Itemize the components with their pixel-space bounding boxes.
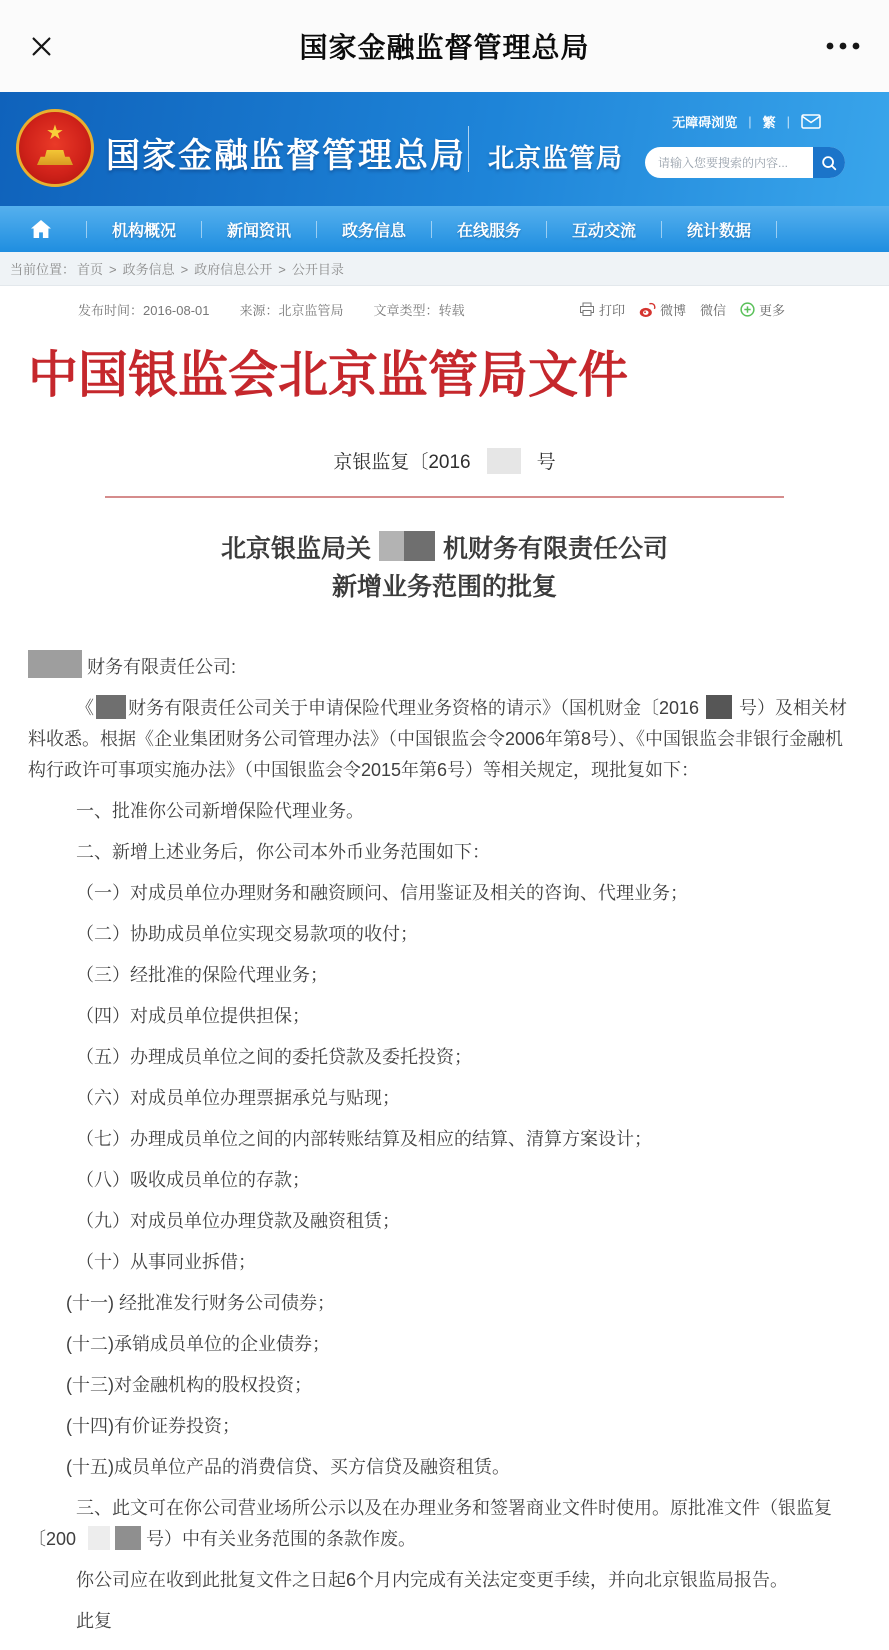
breadcrumb-link[interactable]: 政务信息 bbox=[122, 262, 175, 277]
nav-item-6[interactable]: 统计数据 bbox=[686, 222, 751, 240]
accessibility-link[interactable]: 无障碍浏览 bbox=[672, 115, 738, 130]
breadcrumb-separator: > bbox=[109, 262, 117, 277]
document-title-line1: 北京银监局关 机财务有限责任公司 bbox=[28, 530, 861, 568]
national-emblem-logo bbox=[16, 109, 94, 187]
nav-item-2[interactable]: 新闻资讯 bbox=[226, 222, 291, 240]
nav-item-1[interactable]: 机构概况 bbox=[111, 222, 176, 240]
redacted-box bbox=[487, 448, 521, 474]
mail-icon[interactable] bbox=[801, 114, 821, 129]
three-dots-glyph bbox=[825, 41, 861, 51]
traditional-chinese-link[interactable]: 繁 bbox=[762, 115, 776, 130]
more-menu-icon[interactable] bbox=[821, 41, 861, 51]
share-wechat-button[interactable]: 微信 bbox=[699, 303, 726, 318]
document-list-item: 二、新增上述业务后，你公司本外币业务范围如下： bbox=[76, 842, 490, 862]
redacted-box bbox=[115, 1526, 141, 1550]
document-list-item: （四）对成员单位提供担保； bbox=[76, 1006, 310, 1026]
breadcrumb-link[interactable]: 政府信息公开 bbox=[194, 262, 273, 277]
document-list bbox=[28, 796, 861, 1483]
close-icon[interactable] bbox=[28, 33, 68, 60]
closing-word: 此复 bbox=[76, 1611, 112, 1631]
document-body bbox=[28, 650, 861, 1637]
redacted-box bbox=[28, 650, 82, 678]
search-icon bbox=[820, 154, 838, 172]
breadcrumb-link[interactable]: 公开目录 bbox=[291, 262, 344, 277]
printer-icon bbox=[579, 302, 595, 317]
breadcrumb-link[interactable]: 首页 bbox=[77, 262, 104, 277]
link-divider: | bbox=[786, 114, 790, 129]
redacted-box bbox=[379, 531, 435, 561]
document-list-item: (十三)对金融机构的股权投资； bbox=[66, 1375, 312, 1395]
breadcrumb-separator: > bbox=[180, 262, 189, 277]
nav-item-5[interactable]: 互动交流 bbox=[571, 222, 636, 240]
search-button[interactable] bbox=[813, 147, 845, 178]
redacted-box bbox=[706, 695, 732, 719]
breadcrumb-trail bbox=[75, 259, 346, 278]
home-icon[interactable] bbox=[30, 219, 86, 239]
branch-name[interactable]: 北京监管局 bbox=[488, 143, 624, 173]
document-list-item: (十一) 经批准发行财务公司债券； bbox=[66, 1293, 335, 1313]
document-letterhead: 中国银监会北京监管局文件 bbox=[28, 347, 628, 403]
wechat-titlebar bbox=[0, 0, 889, 92]
document-list-item: （九）对成员单位办理贷款及融资租赁； bbox=[76, 1211, 400, 1231]
closing-paragraph: 你公司应在收到此批复文件之日起6个月内完成有关法定变更手续，并向北京银监局报告。 bbox=[76, 1570, 789, 1590]
intro-paragraph: 《 财务有限责任公司关于申请保险代理业务资格的请示》（国机财金〔2016 号）及相关材料收悉。根据《企业集团财务公司管理办法》（中国银监会令2006年第8号）、《中国银监会非银行金融机构行政许可事项实施办法》（中国银监会令2015年第6号）等相关规定，现批复如下： bbox=[28, 693, 861, 786]
search-bar bbox=[645, 147, 845, 178]
print-button[interactable]: 打印 bbox=[579, 300, 625, 319]
publish-time: 发布时间：2016-08-01 bbox=[78, 303, 210, 318]
document-title-line2: 新增业务范围的批复 bbox=[331, 573, 557, 601]
document-number bbox=[28, 448, 861, 478]
document-list-item: (十四)有价证券投资； bbox=[66, 1416, 240, 1436]
redacted-box bbox=[88, 1526, 110, 1550]
document-list-item: （二）协助成员单位实现交易款项的收付； bbox=[76, 924, 418, 944]
weibo-icon bbox=[639, 302, 656, 318]
document-list-item: （六）对成员单位办理票据承兑与贴现； bbox=[76, 1088, 400, 1108]
document-list-item: （五）办理成员单位之间的委托贷款及委托投资； bbox=[76, 1047, 472, 1067]
article-content bbox=[0, 300, 889, 1637]
breadcrumb-separator: > bbox=[278, 262, 286, 277]
document-list-item: （三）经批准的保险代理业务； bbox=[76, 965, 328, 985]
more-share-button[interactable]: 更多 bbox=[740, 300, 785, 319]
salutation: 财务有限责任公司: bbox=[28, 650, 861, 683]
document-list-item: (十五)成员单位产品的消费信贷、买方信贷及融资租赁。 bbox=[66, 1457, 510, 1477]
site-name[interactable]: 国家金融监督管理总局 bbox=[106, 137, 466, 175]
redacted-box bbox=[96, 695, 126, 719]
letterhead-divider bbox=[105, 496, 784, 498]
envelope-glyph bbox=[801, 114, 821, 129]
document-list-item: （八）吸收成员单位的存款； bbox=[76, 1170, 310, 1190]
document-list-item: (十二)承销成员单位的企业债券； bbox=[66, 1334, 330, 1354]
document-list-item: （一）对成员单位办理财务和融资顾问、信用鉴证及相关的咨询、代理业务； bbox=[76, 883, 688, 903]
share-weibo-button[interactable]: 微博 bbox=[639, 300, 686, 319]
item-three-paragraph: 三、此文可在你公司营业场所公示以及在办理业务和签署商业文件时使用。原批准文件（银监复〔200 号）中有关业务范围的条款作废。 bbox=[28, 1498, 832, 1549]
link-divider: | bbox=[748, 114, 752, 129]
article-type: 文章类型：转载 bbox=[373, 303, 465, 318]
banner-divider bbox=[468, 126, 469, 172]
search-input[interactable] bbox=[645, 147, 813, 178]
breadcrumb bbox=[0, 252, 889, 286]
document-list-item: 一、批准你公司新增保险代理业务。 bbox=[76, 801, 364, 821]
plus-circle-icon bbox=[740, 302, 755, 317]
article-meta bbox=[28, 300, 861, 319]
emblem-star: ★ bbox=[46, 122, 64, 144]
nav-item-4[interactable]: 在线服务 bbox=[456, 222, 521, 240]
document-list-item: （七）办理成员单位之间的内部转账结算及相应的结算、清算方案设计； bbox=[76, 1129, 652, 1149]
nav-divider bbox=[776, 221, 777, 238]
close-x-glyph bbox=[28, 33, 55, 60]
site-banner bbox=[0, 92, 889, 206]
breadcrumb-prefix: 当前位置： bbox=[10, 262, 76, 277]
main-nav bbox=[0, 206, 889, 252]
emblem-gate bbox=[37, 150, 73, 165]
document-number-prefix: 京银监复〔2016 bbox=[333, 452, 471, 473]
house-glyph bbox=[30, 219, 52, 239]
article-actions bbox=[579, 300, 785, 319]
document-list-item: （十）从事同业拆借； bbox=[76, 1252, 256, 1272]
article-source: 来源：北京监管局 bbox=[239, 303, 344, 318]
document-number-suffix: 号 bbox=[536, 452, 556, 473]
article-meta-info bbox=[78, 300, 465, 319]
banner-utility-links bbox=[672, 112, 821, 131]
browser-page-title: 国家金融监督管理总局 bbox=[299, 32, 590, 63]
document-title bbox=[28, 530, 861, 606]
nav-item-3[interactable]: 政务信息 bbox=[341, 222, 406, 240]
